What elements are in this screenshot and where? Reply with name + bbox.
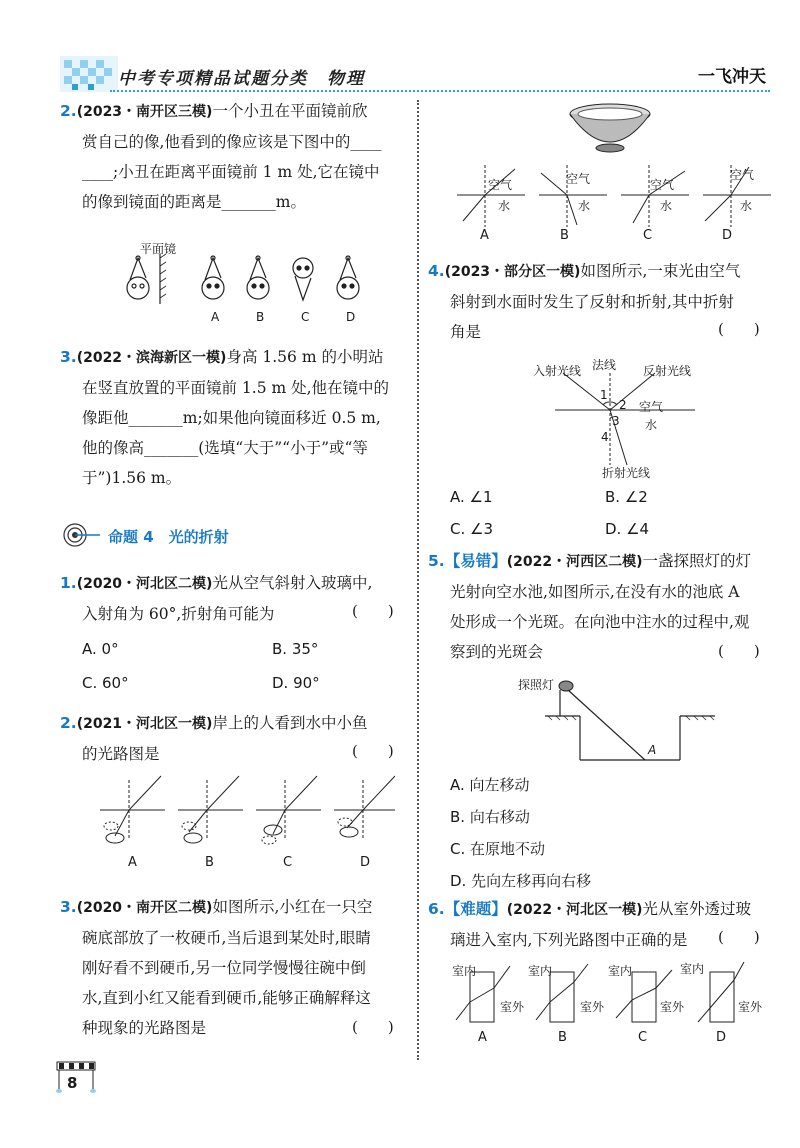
question-text: 的光路图是	[82, 745, 160, 763]
outdoor-label: 室外	[660, 1000, 685, 1014]
question-source: (2022・滨海新区一模)	[76, 350, 227, 366]
indoor-label: 室内	[528, 964, 553, 978]
question-source: (2022・河北区一模)	[506, 902, 643, 918]
question-tag: 【易错】	[444, 551, 507, 570]
question-text: 角是	[450, 323, 482, 341]
question-number: 6.	[428, 900, 445, 918]
option-b: B. 向右移动	[450, 808, 530, 826]
option-d: D. 90°	[272, 674, 320, 692]
incident-ray-label: 入射光线	[533, 364, 582, 378]
question-text: 如图所示,一束光由空气	[580, 262, 741, 280]
answer-paren: ( )	[718, 320, 760, 338]
checker-pattern-icon	[60, 56, 118, 92]
air-label: 空气	[650, 178, 675, 192]
water-label: 水	[645, 418, 658, 432]
question-text: 光从空气斜射入玻璃中,	[212, 574, 373, 592]
question-text: 处形成一个光斑。在向池中注水的过程中,观	[450, 613, 750, 631]
option-label: C	[643, 228, 653, 243]
option-label: A	[480, 228, 489, 243]
option-label: D	[346, 310, 356, 324]
answer-paren: ( )	[718, 928, 760, 946]
option-b: B. 35°	[272, 640, 319, 658]
searchlight-pool-figure	[540, 672, 720, 767]
question-number: 1.	[60, 574, 77, 592]
option-label: A	[211, 310, 220, 324]
question-number: 2.	[60, 714, 77, 732]
question-text: ____;小丑在距离平面镜前 1 m 处,它在镜中	[82, 163, 380, 181]
option-d: D. ∠4	[605, 520, 650, 538]
indoor-label: 室内	[452, 964, 477, 978]
question-text: 如图所示,小红在一只空	[212, 898, 373, 916]
answer-paren: ( )	[718, 642, 760, 660]
header-brand: 一飞冲天	[698, 67, 766, 87]
mirror-label: 平面镜	[140, 242, 177, 256]
angle-4-label: 4	[601, 430, 609, 444]
question-text: 的像到镜面的距离是_______m。	[82, 193, 306, 211]
angle-3-label: 3	[612, 414, 620, 428]
question-source: (2022・河西区二模)	[506, 554, 643, 570]
question-text: 光从室外透过玻	[642, 900, 751, 918]
reflection-refraction-figure	[545, 365, 735, 475]
question-text: 种现象的光路图是	[82, 1019, 207, 1037]
answer-paren: ( )	[352, 742, 394, 760]
question-text: 入射角为 60°,折射角可能为	[82, 605, 275, 623]
question-text: 察到的光斑会	[450, 643, 544, 661]
air-label: 空气	[488, 178, 513, 192]
option-label: C	[283, 855, 293, 870]
option-label: B	[205, 855, 214, 870]
option-a: A. 向左移动	[450, 776, 530, 794]
reflected-ray-label: 反射光线	[643, 364, 692, 378]
page-header	[60, 56, 770, 92]
question-source: (2020・南开区二模)	[76, 900, 213, 916]
page-number: 8	[67, 1074, 78, 1092]
question-3-height	[60, 342, 410, 493]
question-source: (2020・河北区二模)	[76, 576, 213, 592]
outdoor-label: 室外	[580, 1000, 605, 1014]
option-d: D. 先向左移再向右移	[450, 872, 592, 890]
question-text: 于”)1.56 m。	[82, 469, 182, 487]
glass-light-path-figure	[440, 958, 770, 1030]
question-number: 5.	[428, 552, 445, 570]
outdoor-label: 室外	[738, 1000, 763, 1014]
question-number: 3.	[60, 348, 77, 366]
answer-paren: ( )	[352, 602, 394, 620]
question-tag: 【难题】	[444, 899, 507, 918]
option-b: B. ∠2	[605, 488, 648, 506]
option-label: B	[558, 1030, 567, 1045]
option-label: D	[722, 228, 733, 243]
water-label: 水	[498, 199, 511, 213]
option-c: C. 在原地不动	[450, 840, 546, 858]
angle-2-label: 2	[619, 398, 627, 412]
topic-heading: 命题 4 光的折射	[108, 528, 229, 546]
indoor-label: 室内	[608, 964, 633, 978]
target-icon	[62, 522, 102, 548]
air-label: 空气	[639, 400, 664, 414]
option-c: C. 60°	[82, 674, 129, 692]
question-text: 身高 1.56 m 的小明站	[226, 348, 384, 366]
question-text: 他的像高_______(选填“大于”“小于”或“等	[82, 439, 368, 457]
question-text: 斜射到水面时发生了反射和折射,其中折射	[450, 293, 734, 311]
column-divider	[417, 100, 419, 1060]
option-label: D	[716, 1030, 727, 1045]
option-a: A. ∠1	[450, 488, 493, 506]
water-label: 水	[740, 199, 753, 213]
bowl-icon	[565, 100, 655, 160]
angle-1-label: 1	[600, 388, 608, 402]
water-label: 水	[578, 199, 591, 213]
air-label: 空气	[730, 168, 755, 182]
option-label: D	[360, 855, 371, 870]
option-label: C	[301, 310, 310, 324]
indoor-label: 室内	[680, 962, 705, 976]
question-number: 2.	[60, 102, 77, 120]
question-text: 水,直到小红又能看到硬币,能够正确解释这	[82, 989, 371, 1007]
header-title: 中考专项精品试题分类 物理	[118, 69, 365, 89]
question-source: (2021・河北区一模)	[76, 716, 213, 732]
question-text: 光射向空水池,如图所示,在没有水的池底 A	[450, 583, 740, 601]
question-text: 赏自己的像,他看到的像应该是下图中的____	[82, 133, 382, 151]
question-number: 4.	[428, 262, 445, 280]
question-text: 在竖直放置的平面镜前 1.5 m 处,他在镜中的	[82, 379, 390, 397]
question-text: 像距他_______m;如果他向镜面移近 0.5 m,	[82, 409, 381, 427]
question-source: (2023・南开区三模)	[76, 104, 213, 120]
water-label: 水	[660, 199, 673, 213]
option-c: C. ∠3	[450, 520, 494, 538]
header-divider	[110, 90, 770, 92]
option-label: A	[128, 855, 137, 870]
option-a: A. 0°	[82, 640, 119, 658]
answer-paren: ( )	[352, 1018, 394, 1036]
searchlight-label: 探照灯	[518, 678, 555, 692]
question-text: 一个小丑在平面镜前欣	[212, 102, 368, 120]
question-2-mirror	[60, 96, 410, 217]
question-text: 刚好看不到硬币,另一位同学慢慢往碗中倒	[82, 959, 366, 977]
clown-mirror-figure	[120, 252, 370, 312]
point-a-label: A	[648, 743, 657, 757]
question-text: 一盏探照灯的灯	[642, 552, 751, 570]
question-text: 璃进入室内,下列光路图中正确的是	[450, 931, 688, 949]
option-label: B	[560, 228, 569, 243]
outdoor-label: 室外	[500, 1000, 525, 1014]
option-label: C	[638, 1030, 648, 1045]
refracted-ray-label: 折射光线	[602, 466, 651, 480]
air-label: 空气	[566, 172, 591, 186]
option-label: A	[478, 1030, 487, 1045]
question-text: 碗底部放了一枚硬币,当后退到某处时,眼睛	[82, 929, 371, 947]
option-label: B	[256, 310, 265, 324]
normal-line-label: 法线	[592, 358, 617, 372]
fish-light-path-figure	[95, 770, 395, 850]
question-source: (2023・部分区一模)	[444, 264, 581, 280]
question-text: 岸上的人看到水中小鱼	[212, 714, 368, 732]
question-number: 3.	[60, 898, 77, 916]
